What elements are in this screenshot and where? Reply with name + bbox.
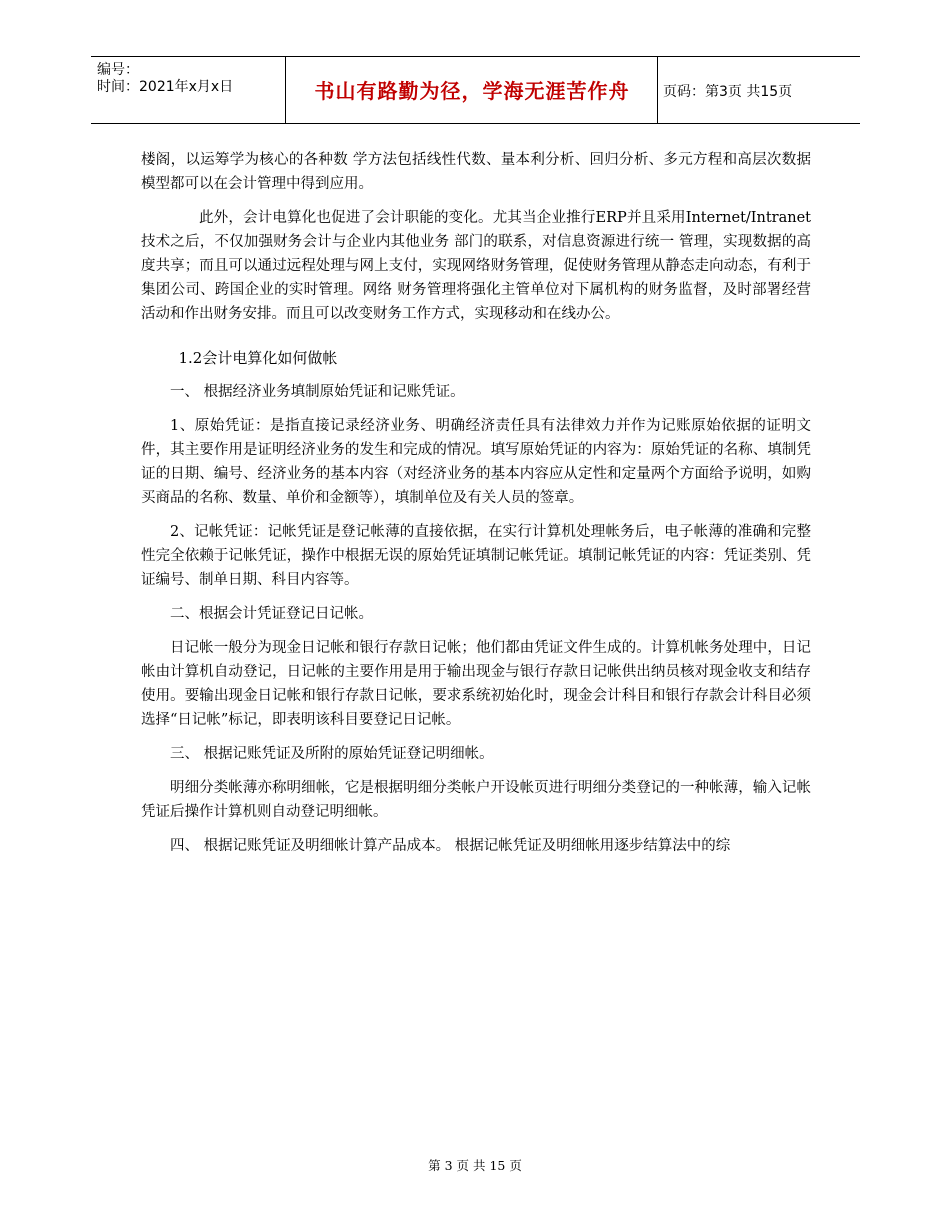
- document-date: 时间：2021年x月x日: [97, 79, 234, 95]
- paragraph-step-4: 四、 根据记账凭证及明细帐计算产品成本。 根据记帐凭证及明细帐用逐步结算法中的综: [170, 838, 731, 854]
- paragraph-accounting-voucher: 2、记帐凭证：记帐凭证是登记帐薄的直接依据，在实行计算机处理帐务后，电子帐薄的准确和完整性完全依赖于记帐凭证，操作中根据无误的原始凭证填制记帐凭证。填制记帐凭证的内容：凭证类别、凭证编号、制单日期、科目内容等。: [141, 524, 811, 588]
- paragraph-original-voucher: 1、原始凭证：是指直接记录经济业务、明确经济责任具有法律效力并作为记账原始依据的证明文件，其主要作用是证明经济业务的发生和完成的情况。填写原始凭证的内容为：原始凭证的名称、填制凭证的日期、编号、经济业务的基本内容（对经济业务的基本内容应从定性和定量两个方面给予说明，如购买商品的名称、数量、单价和金额等），填制单位及有关人员的签章。: [141, 418, 811, 506]
- document-number-label: 编号：: [97, 62, 139, 78]
- section-heading: 1.2会计电算化如何做帐: [178, 349, 338, 367]
- header-page-info: 页码：第3页 共15页: [663, 84, 793, 100]
- paragraph-1: 楼阁，以运筹学为核心的各种数 学方法包括线性代数、量本利分析、回归分析、多元方程和高层次数据模型都可以在会计管理中得到应用。: [141, 152, 811, 192]
- page-header: [91, 56, 860, 124]
- paragraph-2: 此外，会计电算化也促进了会计职能的变化。尤其当企业推行ERP并且采用Internet/Intranet技术之后，不仅加强财务会计与企业内其他业务 部门的联系，对信息资源进行统一 管理，实现数据的高度共享；而且可以通过远程处理与网上支付，实现网络财务管理，促使财务管理从静态走向动态，有利于集团公司、跨国企业的实时管理。网络 财务管理将强化主管单位对下属机构的财务监督，及时部署经营活动和作出财务安排。而且可以改变财务工作方式，实现移动和在线办公。: [141, 210, 811, 322]
- paragraph-journal: 日记帐一般分为现金日记帐和银行存款日记帐；他们都由凭证文件生成的。计算机帐务处理中，日记帐由计算机自动登记，日记帐的主要作用是用于输出现金与银行存款日记帐供出纳员核对现金收支和结存使用。要输出现金日记帐和银行存款日记帐，要求系统初始化时，现金会计科目和银行存款会计科目必须选择“日记帐”标记，即表明该科目要登记日记帐。: [141, 640, 811, 728]
- paragraph-step-2: 二、根据会计凭证登记日记帐。: [170, 606, 373, 622]
- document-body: [141, 148, 811, 868]
- header-divider-right: [657, 57, 658, 123]
- paragraph-ledger: 明细分类帐薄亦称明细帐，它是根据明细分类帐户开设帐页进行明细分类登记的一种帐薄，输入记帐凭证后操作计算机则自动登记明细帐。: [141, 780, 811, 820]
- header-motto: 书山有路勤为径，学海无涯苦作舟: [314, 79, 630, 103]
- paragraph-step-1: 一、 根据经济业务填制原始凭证和记账凭证。: [170, 384, 465, 400]
- header-left-block: [97, 62, 282, 96]
- paragraph-step-3: 三、 根据记账凭证及所附的原始凭证登记明细帐。: [170, 746, 494, 762]
- page-footer: 第 3 页 共 15 页: [428, 1158, 522, 1173]
